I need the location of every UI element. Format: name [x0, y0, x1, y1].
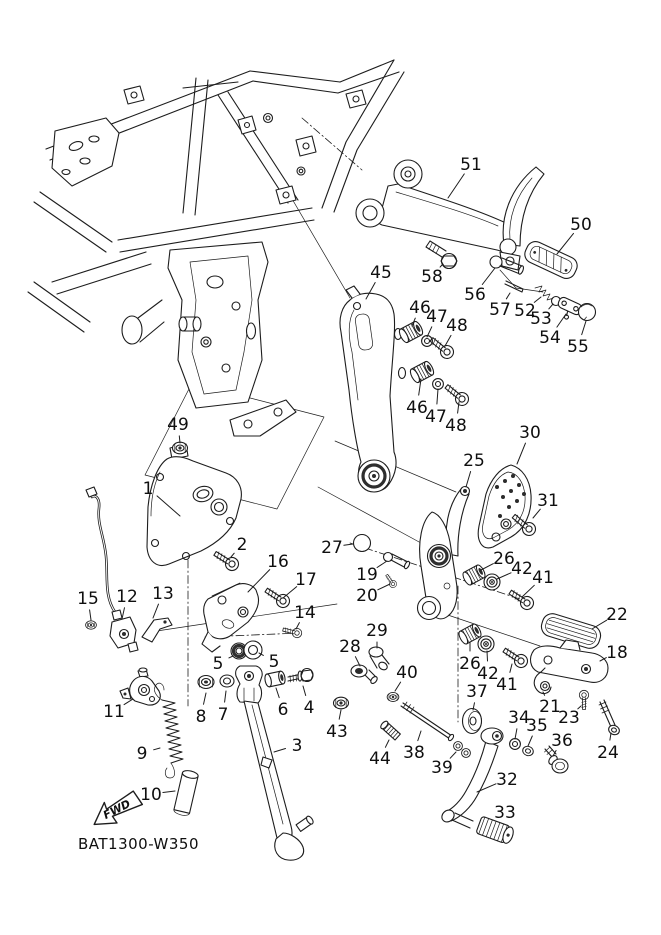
part-57-pin	[505, 281, 523, 292]
part-number-52-58: 52	[514, 301, 536, 321]
part-number-38-39: 38	[403, 743, 425, 763]
callout-leader-22-22	[592, 620, 607, 629]
part-number-41-42: 41	[532, 568, 554, 588]
callout-leader-4-3	[303, 686, 306, 696]
callout-leader-19-19	[377, 561, 387, 568]
part-25-bracket	[418, 487, 470, 620]
callout-leader-43-46	[339, 710, 341, 719]
part-number-10-10: 10	[140, 785, 162, 805]
part-34-washer	[510, 739, 521, 750]
part-number-54-60: 54	[539, 328, 561, 348]
part-35-washer	[521, 745, 534, 757]
part-number-29-30: 29	[366, 621, 388, 641]
part-48-bolt	[427, 334, 456, 361]
part-number-8-8: 8	[195, 707, 207, 727]
part-number-48-53: 48	[446, 316, 468, 336]
callout-leader-3-2	[274, 749, 286, 753]
callout-leader-30-31	[517, 443, 526, 464]
callout-leader-12-12	[122, 608, 125, 619]
callout-leader-50-56	[557, 233, 574, 254]
part-26-collar	[461, 564, 486, 587]
part-46-collar-2	[409, 360, 436, 384]
part-number-57-63: 57	[489, 300, 511, 320]
part-number-5-4: 5	[212, 654, 224, 674]
part-45-bracket	[340, 286, 405, 492]
callout-leader-15-15	[90, 610, 91, 620]
part-49-nut	[173, 442, 188, 454]
part-number-43-46: 43	[326, 722, 348, 742]
part-30-footrest-plate	[478, 465, 531, 548]
callout-leader-24-24	[610, 733, 611, 740]
part-number-19-19: 19	[356, 565, 378, 585]
callout-leader-35-36	[528, 736, 532, 746]
part-number-41-43: 41	[496, 675, 518, 695]
part-number-51-57: 51	[460, 155, 482, 175]
callout-leader-11-11	[124, 699, 133, 705]
diagram-code: BAT1300-W350	[78, 835, 199, 853]
callout-leader-2-1	[231, 553, 234, 557]
part-number-26-26: 26	[493, 549, 515, 569]
part-number-46-50: 46	[406, 398, 428, 418]
part-number-34-35: 34	[508, 708, 530, 728]
part-44-bolt	[379, 720, 400, 740]
callout-leader-34-35	[515, 729, 517, 739]
part-number-17-17: 17	[295, 570, 317, 590]
part-3-kickstand	[244, 701, 314, 860]
callout-leader-9-9	[154, 748, 160, 750]
callout-leader-42-45	[487, 651, 488, 661]
part-number-14-14: 14	[294, 603, 316, 623]
callout-leader-38-39	[418, 731, 421, 741]
part-41-bolt	[507, 587, 536, 612]
part-number-7-7: 7	[217, 705, 229, 725]
part-50-footpeg	[522, 239, 580, 282]
part-11-bracket	[120, 668, 160, 705]
part-number-44-47: 44	[369, 749, 391, 769]
callout-leader-47-52	[437, 389, 438, 404]
part-29-plug	[369, 647, 389, 671]
part-1-bracket	[147, 444, 241, 565]
part-number-42-44: 42	[511, 559, 533, 579]
callout-leader-48-53	[445, 335, 451, 346]
part-28-plug	[351, 665, 378, 685]
part-number-5-5: 5	[268, 652, 280, 672]
part-number-28-29: 28	[339, 637, 361, 657]
part-number-23-23: 23	[558, 708, 580, 728]
part-6-collar	[264, 671, 286, 688]
part-number-9-9: 9	[136, 744, 148, 764]
callout-leader-8-8	[204, 693, 207, 704]
callout-leader-49-55	[179, 436, 180, 443]
part-number-55-61: 55	[567, 337, 589, 357]
callout-leader-56-62	[482, 268, 495, 285]
callout-leader-7-7	[225, 691, 226, 702]
part-number-31-32: 31	[537, 491, 559, 511]
part-number-56-62: 56	[464, 285, 486, 305]
part-number-32-33: 32	[496, 770, 518, 790]
part-number-47-51: 47	[426, 307, 448, 327]
part-number-27-28: 27	[321, 538, 343, 558]
part-number-24-24: 24	[597, 743, 619, 763]
fwd-arrow	[87, 788, 144, 833]
part-number-37-38: 37	[466, 682, 488, 702]
part-number-49-55: 49	[167, 415, 189, 435]
part-number-45-48: 45	[370, 263, 392, 283]
callout-leader-42-44	[497, 573, 511, 579]
callout-leader-6-6	[276, 688, 279, 698]
part-number-58-64: 58	[421, 267, 443, 287]
part-46-collar	[398, 320, 425, 344]
part-42-washer	[484, 574, 500, 590]
callout-leader-41-43	[510, 664, 512, 672]
part-52-spring	[535, 286, 554, 300]
part-number-26-27: 26	[459, 654, 481, 674]
part-37-disc	[463, 709, 482, 734]
part-number-6-6: 6	[277, 700, 289, 720]
part-20-screw	[384, 573, 398, 589]
callout-leader-55-61	[582, 321, 586, 335]
part-number-22-22: 22	[606, 605, 628, 625]
part-number-42-45: 42	[477, 664, 499, 684]
part-48-bolt-2	[442, 381, 471, 408]
part-number-40-41: 40	[396, 663, 418, 683]
callout-leader-25-25	[466, 472, 471, 488]
construction-lines	[142, 118, 543, 722]
callout-leader-16-16	[248, 570, 270, 592]
part-number-46-49: 46	[409, 298, 431, 318]
part-43-nut	[334, 697, 349, 709]
part-27-damper	[354, 535, 371, 552]
part-number-1-0: 1	[142, 479, 154, 499]
callout-leader-40-41	[395, 682, 401, 691]
part-number-30-31: 30	[519, 423, 541, 443]
part-number-16-16: 16	[267, 552, 289, 572]
part-number-18-18: 18	[606, 643, 628, 663]
callout-leader-20-20	[378, 584, 390, 590]
part-number-33-34: 33	[494, 803, 516, 823]
part-17-bolt	[263, 585, 292, 610]
part-number-39-40: 39	[431, 758, 453, 778]
part-15-screw	[86, 621, 97, 629]
callout-leader-57-63	[506, 293, 510, 299]
part-8-nut	[198, 676, 214, 689]
part-number-4-3: 4	[303, 698, 315, 718]
part-24-bolt	[599, 700, 621, 736]
part-number-36-37: 36	[551, 731, 573, 751]
fwd-label: FWD	[101, 797, 133, 822]
part-number-53-59: 53	[530, 309, 552, 329]
part-number-48-54: 48	[445, 416, 467, 436]
part-19-pin	[384, 553, 411, 570]
callout-leader-13-13	[153, 604, 159, 618]
part-39-washers	[454, 742, 471, 758]
part-number-47-52: 47	[425, 407, 447, 427]
part-number-25-25: 25	[463, 451, 485, 471]
callout-leader-5-4	[229, 656, 233, 658]
part-number-12-12: 12	[116, 587, 138, 607]
part-number-15-15: 15	[77, 589, 99, 609]
callout-leader-54-60	[557, 314, 566, 327]
part-40-nut	[387, 692, 399, 701]
callout-leader-47-51	[427, 327, 432, 337]
part-42-washer-2	[478, 636, 494, 652]
part-13-stay	[142, 618, 172, 642]
part-number-11-11: 11	[103, 702, 125, 722]
callout-leader-27-28	[344, 544, 353, 545]
part-number-13-13: 13	[152, 584, 174, 604]
part-number-35-36: 35	[526, 716, 548, 736]
part-7-washer	[220, 675, 234, 687]
part-4-bolt	[288, 669, 313, 683]
callout-leader-10-10	[163, 791, 175, 793]
part-number-2-1: 2	[236, 535, 248, 555]
callout-leader-26-26	[481, 564, 493, 570]
part-5-collars	[231, 641, 262, 659]
part-38-shift-rod	[401, 702, 455, 742]
part-47-washer-2	[433, 379, 444, 390]
part-10-tube	[173, 769, 199, 816]
part-9-spring	[154, 683, 183, 778]
part-58-bolt	[426, 241, 457, 269]
part-kickstand-clevis	[236, 666, 263, 703]
part-14-screw	[282, 625, 303, 639]
callout-leader-44-47	[385, 740, 389, 747]
part-number-3-2: 3	[291, 736, 303, 756]
part-number-21-21: 21	[539, 697, 561, 717]
callout-leader-51-57	[448, 174, 464, 198]
part-41-bolt-2	[501, 645, 530, 670]
part-number-50-56: 50	[570, 215, 592, 235]
part-55-cap	[579, 304, 596, 321]
part-number-20-20: 20	[356, 586, 378, 606]
